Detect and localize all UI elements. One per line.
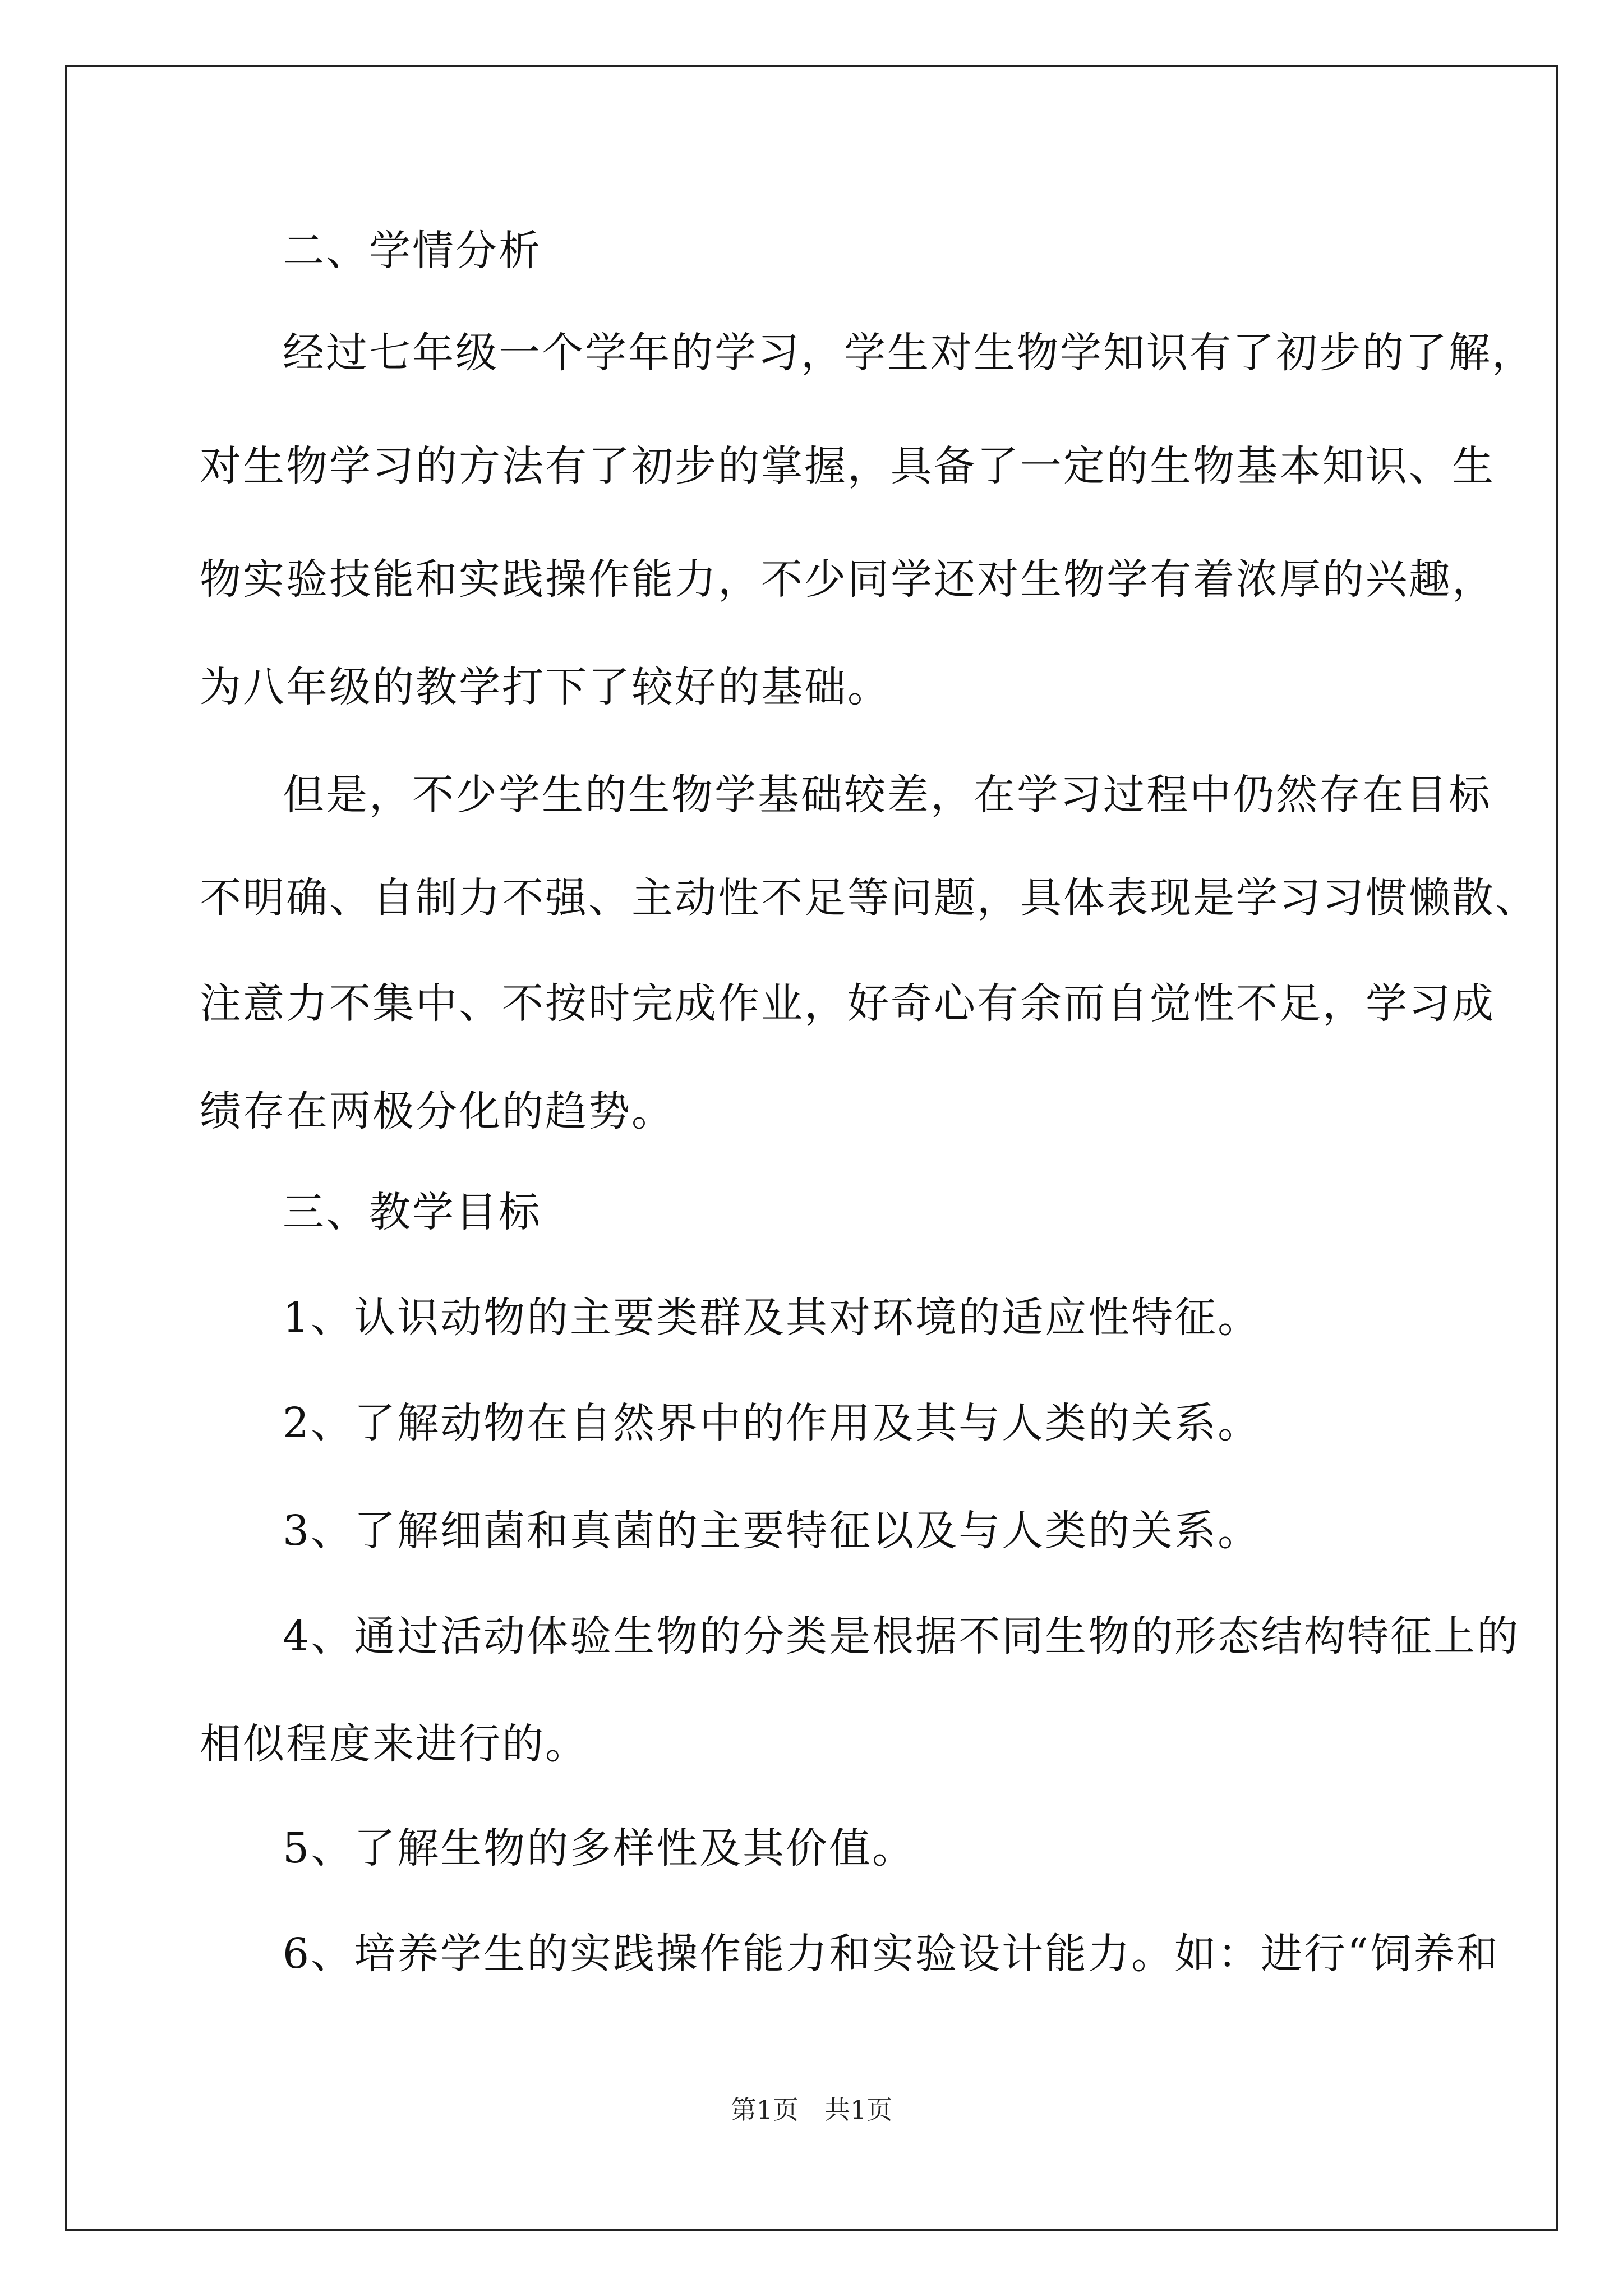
paragraph-line: 为八年级的教学打下了较好的基础。 <box>200 663 891 711</box>
goal-item-4-continued: 相似程度来进行的。 <box>200 1720 588 1768</box>
goal-item-2: 2、了解动物在自然界中的作用及其与人类的关系。 <box>283 1399 1261 1447</box>
goal-item-3: 3、了解细菌和真菌的主要特征以及与人类的关系。 <box>283 1507 1261 1555</box>
paragraph-line: 不明确、自制力不强、主动性不足等问题，具体表现是学习习惯懒散、 <box>200 874 1538 922</box>
heading-teaching-goals: 三、教学目标 <box>283 1188 542 1236</box>
paragraph-line: 注意力不集中、不按时完成作业，好奇心有余而自觉性不足，学习成 <box>200 979 1495 1028</box>
goal-item-4: 4、通过活动体验生物的分类是根据不同生物的形态结构特征上的 <box>283 1612 1520 1660</box>
paragraph-line: 物实验技能和实践操作能力，不少同学还对生物学有着浓厚的兴趣， <box>200 555 1495 604</box>
paragraph-line: 经过七年级一个学年的学习，学生对生物学知识有了初步的了解， <box>283 329 1535 377</box>
page-number: 第1页 共1页 <box>730 2095 893 2125</box>
goal-item-6: 6、培养学生的实践操作能力和实验设计能力。如：进行“饲养和 <box>283 1930 1500 1978</box>
paragraph-line: 但是，不少学生的生物学基础较差，在学习过程中仍然存在目标 <box>283 771 1492 819</box>
goal-item-5: 5、了解生物的多样性及其价值。 <box>283 1824 916 1872</box>
paragraph-line: 对生物学习的方法有了初步的掌握，具备了一定的生物基本知识、生 <box>200 442 1495 490</box>
page-border <box>65 65 1558 2231</box>
goal-item-1: 1、认识动物的主要类群及其对环境的适应性特征。 <box>283 1294 1261 1342</box>
paragraph-line: 绩存在两极分化的趋势。 <box>200 1087 675 1135</box>
heading-student-analysis: 二、学情分析 <box>283 227 542 275</box>
